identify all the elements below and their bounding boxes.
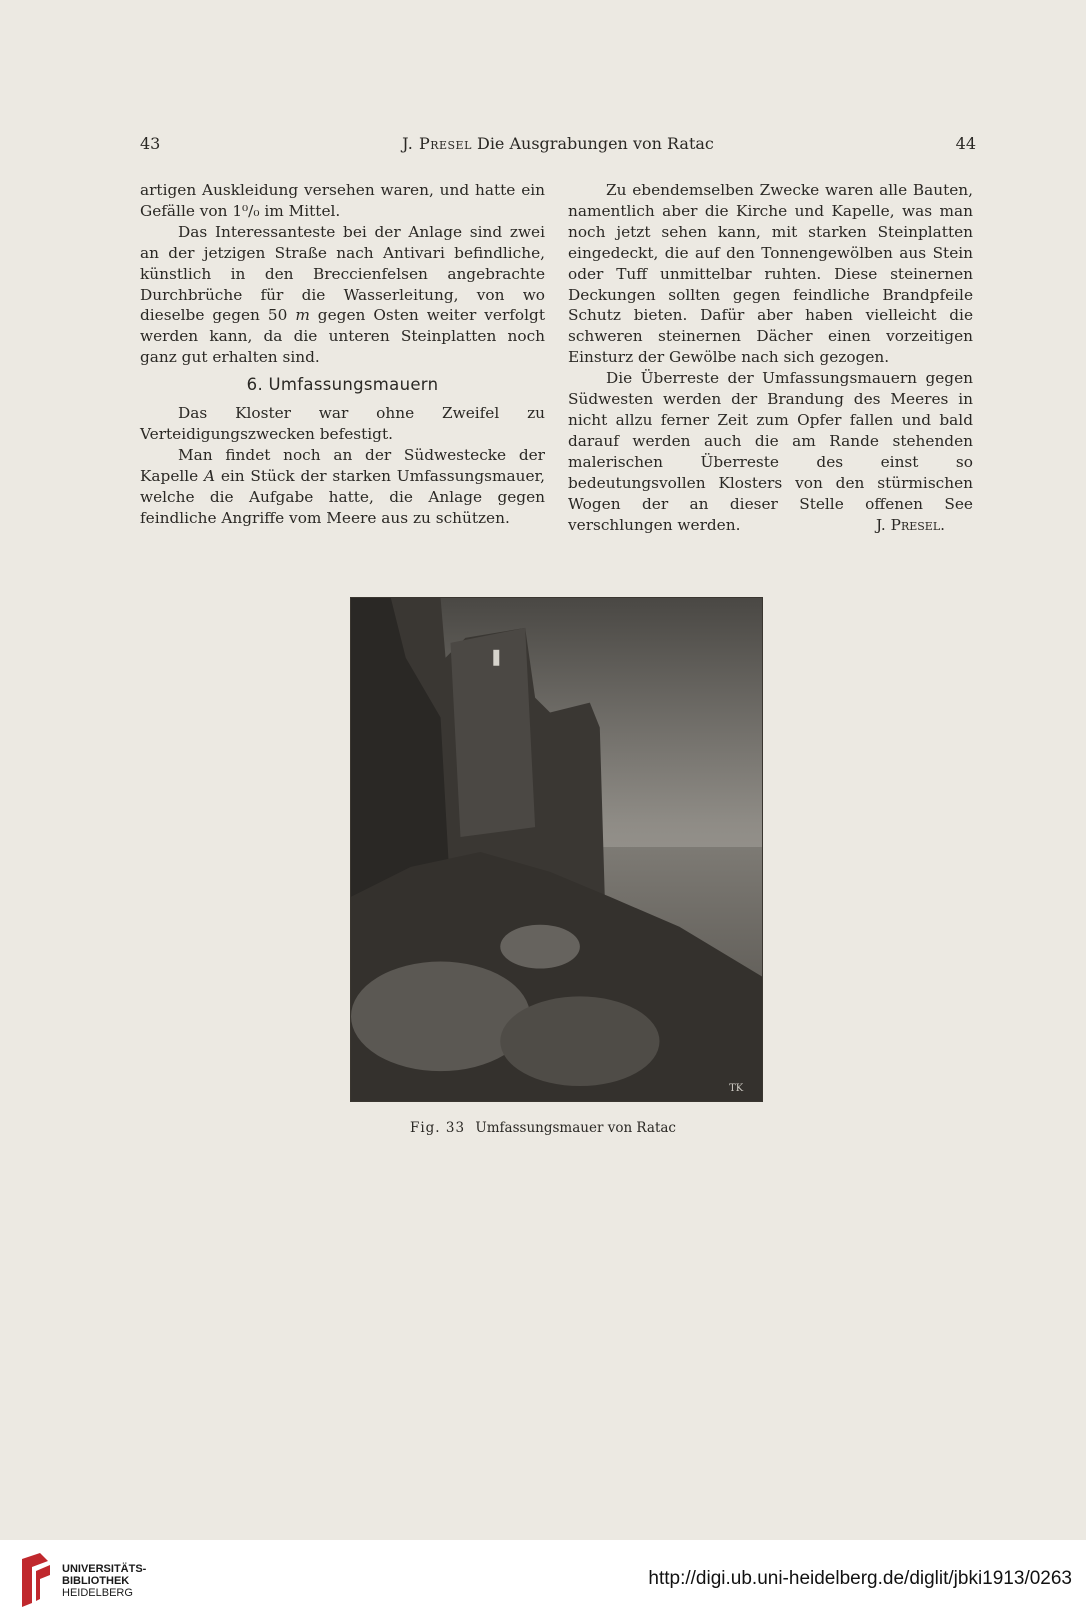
running-header — [140, 134, 976, 158]
boulder — [500, 925, 580, 969]
source-url-link[interactable]: http://digi.ub.uni-heidelberg.de/diglit/jbki1913/0263 — [648, 1568, 1072, 1589]
paragraph-text: Das Interessanteste bei der Anlage sind zwei an der jetzigen Straße nach Antivari befindliche, künstlich in den Breccienfelsen angebrachte Durchbrüche für die Wasserleitung, von wo dieselbe gegen 50 — [140, 222, 545, 325]
paragraph — [568, 368, 973, 535]
figure-caption — [0, 1120, 1086, 1136]
ruin-photo-illustration — [351, 598, 762, 1101]
library-logo-icon[interactable] — [18, 1553, 54, 1607]
paragraph-text: ein Stück der starken Umfassungsmauer, welche die Aufgabe hatte, die Anlage gegen feindliche Angriffe vom Meere aus zu schützen. — [140, 466, 545, 527]
library-name-line: HEIDELBERG — [62, 1587, 133, 1599]
figure-caption-text: Umfassungsmauer von Ratac — [475, 1120, 676, 1136]
figure-photo — [350, 597, 763, 1102]
left-column — [140, 180, 545, 529]
library-name[interactable] — [62, 1563, 146, 1599]
figure-label: Fig. 33 — [409, 1120, 466, 1136]
right-column — [568, 180, 973, 535]
unit-italic: m — [295, 306, 310, 325]
section-heading: 6. Umfassungsmauern — [246, 375, 439, 395]
paragraph — [140, 222, 545, 368]
paragraph-text: Man findet noch an der Südwestecke der Kapelle — [140, 445, 545, 485]
header-author: J. Presel — [402, 134, 472, 153]
page-number-right: 44 — [955, 134, 976, 153]
tower-window — [493, 650, 499, 666]
paragraph: Das Kloster war ohne Zweifel zu Verteidigungszwecken befestigt. — [140, 404, 545, 443]
header-title: Die Ausgrabungen von Ratac — [476, 134, 714, 153]
photo-monogram: TK — [729, 1083, 744, 1095]
library-name-line: BIBLIOTHEK — [62, 1575, 130, 1587]
paragraph-text: Die Überreste der Umfassungsmauern gegen Südwesten werden der Brandung des Meeres in nicht allzu ferner Zeit zum Opfer fallen und bald darauf werden auch die am Rande stehenden malerischen Überreste des einst so bedeutungsvollen Klosters von den stürmischen Wogen der an dieser Stelle offenen See verschlungen werden. — [568, 369, 973, 534]
boulder — [500, 996, 659, 1086]
paragraph-text: gegen Osten weiter verfolgt werden kann, da die unteren Steinplatten noch ganz gut erhalten sind. — [140, 306, 545, 367]
paragraph — [140, 445, 545, 529]
page-number-left: 43 — [140, 134, 161, 153]
signature: J. Presel. — [875, 515, 945, 534]
library-name-line: UNIVERSITÄTS- — [62, 1563, 147, 1575]
tower — [451, 628, 536, 837]
paragraph: artigen Auskleidung versehen waren, und hatte ein Gefälle von 1⁰/₀ im Mittel. — [140, 181, 545, 220]
paragraph: Zu ebendemselben Zwecke waren alle Bauten, namentlich aber die Kirche und Kapelle, was man noch jetzt sehen kann, mit starken Steinplatten eingedeckt, die auf den Tonnengewölben aus Stein oder Tuff unmittelbar ruhten. Diese steinernen Deckungen sollten gegen feindliche Brandpfeile Schutz bieten. Dafür aber haben vielleicht die schweren steinernen Dächer einen vorzeitigen Einsturz der Gewölbe nach sich gezogen. — [568, 181, 973, 367]
boulder — [351, 962, 530, 1072]
letter-italic: A — [204, 466, 216, 485]
